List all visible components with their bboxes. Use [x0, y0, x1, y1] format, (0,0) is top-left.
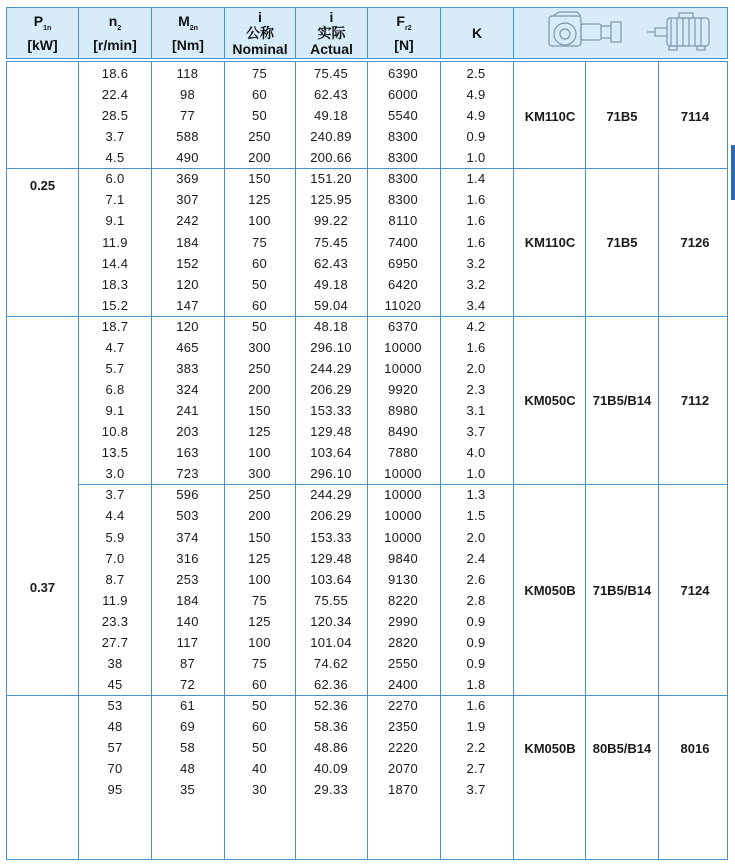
table-cell: 2820 — [387, 634, 419, 650]
table-cell: 4.2 — [466, 318, 486, 334]
table-cell: 6420 — [387, 276, 419, 292]
table-row — [79, 190, 513, 211]
group-model: KM050B — [524, 740, 576, 756]
table-cell: 8300 — [387, 171, 419, 187]
table-cell: 125 — [248, 424, 271, 440]
table-cell: 6000 — [387, 87, 419, 103]
table-cell: 60 — [251, 719, 268, 735]
table-cell: 3.4 — [466, 297, 486, 313]
table-cell: 300 — [248, 466, 271, 482]
table-cell: 9920 — [387, 382, 419, 398]
table-cell: 72 — [179, 677, 196, 693]
table-cell: 383 — [176, 360, 199, 376]
column-divider — [513, 62, 514, 859]
table-cell: 0.9 — [466, 129, 486, 145]
table-row — [79, 506, 513, 527]
table-row — [79, 148, 513, 169]
table-row — [79, 591, 513, 612]
table-row — [79, 528, 513, 549]
table-cell: 2070 — [387, 761, 419, 777]
table-cell: 3.7 — [466, 424, 486, 440]
table-cell: 300 — [248, 339, 271, 355]
group-flange: 71B5 — [606, 108, 638, 124]
table-cell: 48.18 — [313, 318, 349, 334]
table-cell: 324 — [176, 382, 199, 398]
header-fr2: $F_{r2}$ [N] — [394, 13, 414, 53]
table-cell: 8.7 — [105, 571, 125, 587]
table-cell: 4.4 — [105, 508, 125, 524]
table-cell: 241 — [176, 403, 199, 419]
table-cell: 9.1 — [105, 403, 125, 419]
table-cell: 4.7 — [105, 339, 125, 355]
table-row — [79, 211, 513, 232]
table-cell: 5540 — [387, 108, 419, 124]
table-cell: 11020 — [384, 297, 422, 313]
table-cell: 2.0 — [466, 529, 486, 545]
table-cell: 0.9 — [466, 613, 486, 629]
table-cell: 163 — [176, 445, 199, 461]
table-cell: 27.7 — [101, 634, 129, 650]
table-cell: 150 — [248, 403, 271, 419]
motor-icon — [647, 13, 709, 50]
table-cell: 50 — [251, 698, 268, 714]
table-row — [79, 654, 513, 675]
table-cell: 6.0 — [105, 171, 125, 187]
group-code: 7112 — [680, 393, 710, 409]
table-row — [79, 422, 513, 443]
table-cell: 8300 — [387, 150, 419, 166]
table-cell: 4.5 — [105, 150, 125, 166]
table-cell: 7.0 — [105, 550, 125, 566]
table-cell: 200.66 — [310, 150, 352, 166]
table-cell: 28.5 — [101, 108, 129, 124]
table-cell: 10000 — [384, 339, 422, 355]
table-cell: 150 — [248, 529, 271, 545]
power-value: 0.37 — [29, 580, 56, 595]
table-cell: 60 — [251, 87, 268, 103]
table-cell: 3.7 — [466, 782, 486, 798]
table-row — [79, 612, 513, 633]
table-row — [79, 275, 513, 296]
table-cell: 2.5 — [466, 66, 486, 81]
table-cell: 38 — [107, 655, 123, 671]
table-cell: 70 — [107, 761, 123, 777]
table-cell: 75 — [251, 234, 268, 250]
table-cell: 3.7 — [105, 129, 125, 145]
table-cell: 58 — [179, 740, 196, 756]
table-row — [79, 359, 513, 380]
header-n2: $n_2$ [r/min] — [93, 13, 137, 53]
table-cell: 5.7 — [105, 360, 125, 376]
table-cell: 10000 — [384, 360, 422, 376]
table-cell: 153.33 — [310, 529, 352, 545]
table-cell: 2400 — [387, 677, 419, 693]
table-cell: 129.48 — [310, 424, 352, 440]
table-cell: 1.3 — [466, 487, 486, 503]
table-cell: 153.33 — [310, 403, 352, 419]
table-cell: 244.29 — [310, 487, 352, 503]
table-cell: 2990 — [387, 613, 419, 629]
table-row — [79, 443, 513, 464]
table-row — [79, 64, 513, 85]
table-cell: 48.86 — [313, 740, 349, 756]
table-cell: 4.0 — [466, 445, 486, 461]
table-cell: 588 — [176, 129, 199, 145]
table-row — [79, 549, 513, 570]
table-cell: 75.55 — [313, 592, 349, 608]
table-cell: 296.10 — [310, 466, 352, 482]
table-cell: 307 — [176, 192, 199, 208]
table-row — [79, 401, 513, 422]
table-row — [79, 85, 513, 106]
group-model: KM110C — [524, 108, 576, 124]
table-cell: 2.8 — [466, 592, 486, 608]
table-cell: 7.1 — [105, 192, 125, 208]
table-cell: 1.4 — [466, 171, 486, 187]
table-cell: 1.6 — [466, 234, 486, 250]
group-code: 8016 — [680, 740, 710, 756]
table-cell: 8110 — [388, 213, 418, 229]
table-cell: 3.2 — [466, 255, 486, 271]
table-row — [79, 759, 513, 780]
table-cell: 100 — [248, 445, 271, 461]
table-cell: 5.9 — [105, 529, 125, 545]
table-cell: 57 — [107, 740, 123, 756]
table-row — [79, 233, 513, 254]
table-cell: 206.29 — [310, 508, 352, 524]
group-flange: 71B5/B14 — [592, 582, 652, 598]
group-flange: 80B5/B14 — [592, 740, 652, 756]
table-cell: 250 — [248, 129, 271, 145]
table-cell: 125 — [248, 192, 271, 208]
group-model: KM050B — [524, 582, 576, 598]
table-cell: 35 — [179, 782, 196, 798]
header-k: K — [471, 25, 483, 41]
table-cell: 1.5 — [466, 508, 486, 524]
table-cell: 10000 — [384, 487, 422, 503]
table-cell: 61 — [179, 698, 196, 714]
table-cell: 120 — [176, 276, 199, 292]
table-cell: 125.95 — [310, 192, 352, 208]
table-cell: 11.9 — [102, 592, 128, 608]
gearbox-motor-illustration — [519, 10, 719, 56]
table-cell: 184 — [176, 592, 199, 608]
header-p1n: $P_{1n}$ [kW] — [27, 13, 58, 53]
table-cell: 18.3 — [101, 276, 129, 292]
table-cell: 1.6 — [466, 698, 486, 714]
table-cell: 4.9 — [466, 87, 486, 103]
table-cell: 203 — [176, 424, 199, 440]
table-row — [79, 464, 513, 485]
table-cell: 140 — [176, 613, 199, 629]
table-cell: 40.09 — [313, 761, 349, 777]
table-cell: 7400 — [387, 234, 419, 250]
table-cell: 253 — [176, 571, 199, 587]
table-cell: 120 — [176, 318, 199, 334]
table-cell: 99.22 — [313, 213, 349, 229]
table-cell: 30 — [251, 782, 268, 798]
table-cell: 1.0 — [466, 466, 486, 482]
table-cell: 53 — [107, 698, 123, 714]
table-row — [79, 169, 513, 190]
table-row — [79, 296, 513, 317]
table-cell: 75 — [251, 592, 268, 608]
table-row — [79, 717, 513, 738]
table-cell: 6950 — [387, 255, 419, 271]
table-cell: 0.9 — [466, 634, 486, 650]
table-row — [79, 317, 513, 338]
table-cell: 206.29 — [310, 382, 352, 398]
table-cell: 10000 — [384, 529, 422, 545]
group-model: KM110C — [524, 235, 576, 251]
table-row — [79, 106, 513, 127]
table-cell: 103.64 — [310, 571, 352, 587]
table-cell: 58.36 — [313, 719, 349, 735]
table-cell: 50 — [251, 276, 268, 292]
table-row — [79, 780, 513, 801]
table-cell: 184 — [176, 234, 199, 250]
header-i-nominal: i 公称 Nominal — [232, 9, 288, 57]
group-code: 7124 — [680, 582, 710, 598]
table-cell: 62.43 — [313, 87, 349, 103]
table-cell: 6370 — [387, 318, 419, 334]
table-cell: 2.3 — [466, 382, 486, 398]
table-cell: 40 — [251, 761, 268, 777]
table-cell: 0.9 — [466, 655, 486, 671]
table-cell: 6.8 — [105, 382, 125, 398]
table-cell: 2.0 — [466, 360, 486, 376]
table-cell: 1.9 — [466, 719, 486, 735]
table-cell: 9840 — [387, 550, 419, 566]
table-cell: 10000 — [384, 508, 422, 524]
table-cell: 52.36 — [313, 698, 349, 714]
table-cell: 9.1 — [105, 213, 125, 229]
table-cell: 2.2 — [466, 740, 486, 756]
table-cell: 465 — [176, 339, 199, 355]
table-cell: 62.43 — [313, 255, 349, 271]
table-cell: 151.20 — [310, 171, 352, 187]
table-row — [79, 675, 513, 696]
table-cell: 1.6 — [466, 192, 486, 208]
table-cell: 10000 — [384, 466, 422, 482]
group-flange: 71B5/B14 — [592, 393, 652, 409]
table-row — [79, 338, 513, 359]
table-cell: 1870 — [387, 782, 419, 798]
table-cell: 369 — [176, 171, 199, 187]
table-cell: 250 — [248, 487, 271, 503]
table-cell: 8300 — [387, 192, 419, 208]
table-cell: 1.8 — [466, 677, 486, 693]
table-cell: 125 — [248, 550, 271, 566]
table-cell: 69 — [179, 719, 196, 735]
table-row — [79, 570, 513, 591]
table-cell: 1.6 — [466, 339, 486, 355]
table-cell: 45 — [107, 677, 123, 693]
table-cell: 48 — [179, 761, 196, 777]
table-cell: 200 — [248, 382, 271, 398]
table-cell: 3.2 — [466, 276, 486, 292]
table-cell: 118 — [176, 66, 199, 81]
table-cell: 9130 — [387, 571, 419, 587]
table-cell: 2550 — [387, 655, 419, 671]
table-cell: 503 — [176, 508, 199, 524]
column-divider — [658, 62, 659, 859]
power-value: 0.25 — [29, 178, 56, 193]
group-flange: 71B5 — [606, 235, 638, 251]
table-row — [79, 127, 513, 148]
table-cell: 7880 — [387, 445, 419, 461]
table-cell: 2270 — [387, 698, 419, 714]
table-row — [79, 633, 513, 654]
table-cell: 8220 — [387, 592, 419, 608]
table-cell: 1.0 — [466, 150, 486, 166]
table-cell: 8490 — [387, 424, 419, 440]
table-cell: 596 — [176, 487, 199, 503]
table-cell: 75.45 — [313, 234, 349, 250]
table-cell: 129.48 — [310, 550, 352, 566]
table-cell: 8980 — [387, 403, 419, 419]
table-cell: 120.34 — [310, 613, 352, 629]
table-cell: 244.29 — [310, 360, 352, 376]
table-header — [6, 7, 728, 59]
table-cell: 240.89 — [310, 129, 352, 145]
table-cell: 723 — [176, 466, 199, 482]
table-cell: 18.6 — [101, 66, 129, 81]
table-cell: 152 — [176, 255, 199, 271]
table-body — [6, 61, 728, 860]
table-row — [79, 254, 513, 275]
column-divider — [585, 62, 586, 859]
table-cell: 75.45 — [313, 66, 349, 81]
table-cell: 50 — [251, 108, 268, 124]
table-cell: 1.6 — [466, 213, 486, 229]
table-row — [79, 696, 513, 717]
group-code: 7126 — [680, 235, 710, 251]
table-cell: 87 — [179, 655, 196, 671]
table-cell: 125 — [248, 613, 271, 629]
table-cell: 3.7 — [105, 487, 125, 503]
table-cell: 15.2 — [101, 297, 129, 313]
table-cell: 4.9 — [466, 108, 486, 124]
table-cell: 22.4 — [101, 87, 129, 103]
table-cell: 50 — [251, 740, 268, 756]
table-cell: 74.62 — [313, 655, 349, 671]
table-cell: 3.0 — [105, 466, 125, 482]
table-cell: 23.3 — [101, 613, 129, 629]
table-cell: 49.18 — [313, 276, 349, 292]
gearbox-icon — [519, 10, 719, 56]
table-row — [79, 738, 513, 759]
table-cell: 14.4 — [101, 255, 129, 271]
table-cell: 60 — [251, 677, 268, 693]
table-cell: 374 — [176, 529, 199, 545]
table-cell: 490 — [176, 150, 199, 166]
table-cell: 2.4 — [466, 550, 486, 566]
table-cell: 100 — [248, 571, 271, 587]
table-cell: 48 — [107, 719, 123, 735]
table-cell: 95 — [107, 782, 123, 798]
table-cell: 200 — [248, 150, 271, 166]
table-cell: 101.04 — [310, 634, 352, 650]
table-cell: 62.36 — [313, 677, 349, 693]
table-cell: 2.7 — [466, 761, 486, 777]
table-cell: 2350 — [387, 719, 419, 735]
table-cell: 8300 — [387, 129, 419, 145]
table-cell: 75 — [251, 66, 268, 81]
table-cell: 316 — [176, 550, 199, 566]
table-cell: 13.5 — [101, 445, 129, 461]
table-cell: 49.18 — [313, 108, 349, 124]
table-cell: 59.04 — [313, 297, 349, 313]
table-cell: 100 — [248, 213, 271, 229]
table-cell: 200 — [248, 508, 271, 524]
table-cell: 60 — [251, 255, 268, 271]
table-cell: 75 — [251, 655, 268, 671]
header-m2n: $M_{2n}$ [Nm] — [172, 13, 204, 53]
table-cell: 147 — [176, 297, 199, 313]
table-cell: 250 — [248, 360, 271, 376]
table-cell: 50 — [251, 318, 268, 334]
table-cell: 3.1 — [466, 403, 486, 419]
table-cell: 150 — [248, 171, 271, 187]
table-cell: 100 — [248, 634, 271, 650]
table-cell: 18.7 — [101, 318, 129, 334]
table-row — [79, 485, 513, 506]
table-cell: 6390 — [387, 66, 419, 81]
table-cell: 10.8 — [101, 424, 129, 440]
table-cell: 2220 — [387, 740, 419, 756]
table-cell: 29.33 — [313, 782, 349, 798]
table-cell: 98 — [179, 87, 196, 103]
table-cell: 11.9 — [102, 234, 128, 250]
page-edge-marker — [731, 145, 735, 200]
table-cell: 117 — [176, 634, 199, 650]
header-i-actual: i 实际 Actual — [310, 9, 353, 57]
table-row — [79, 380, 513, 401]
group-code: 7114 — [680, 108, 710, 124]
table-cell: 2.6 — [466, 571, 486, 587]
table-cell: 77 — [179, 108, 196, 124]
table-cell: 296.10 — [310, 339, 352, 355]
group-model: KM050C — [524, 393, 576, 409]
table-cell: 60 — [251, 297, 268, 313]
table-cell: 242 — [176, 213, 199, 229]
table-cell: 103.64 — [310, 445, 352, 461]
